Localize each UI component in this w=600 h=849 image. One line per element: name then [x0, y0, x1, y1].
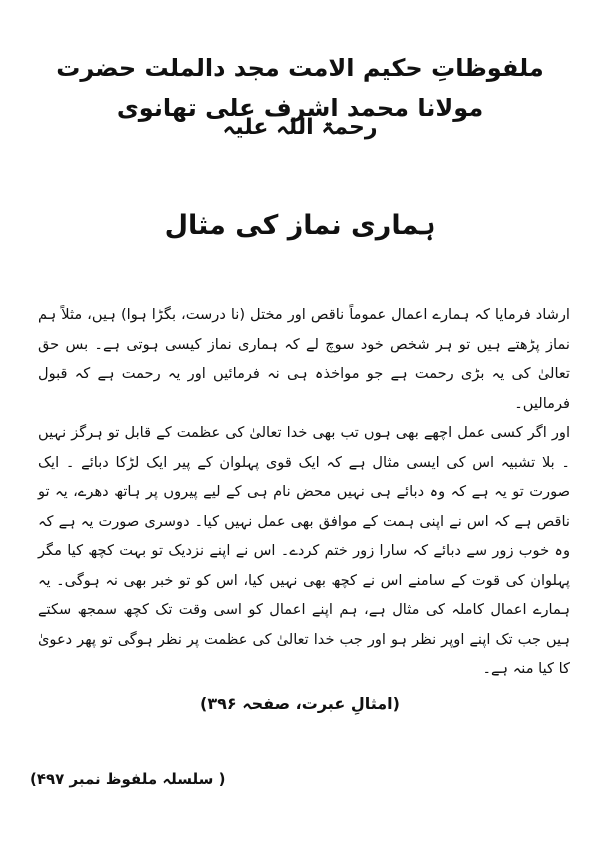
paragraph: اور اگر کسی عمل اچھے بھی ہوں تب بھی خدا تعالیٰ کی عظمت کے قابل تو ہرگز نہیں ۔ بلا تشبیہ اس کی ایسی مثال ہے کہ ایک قوی پہلوان کے پیر ایک لڑکا دبائے ۔ ایک صورت تو یہ ہے کہ وہ دبائے ہی نہیں محض نام ہی کے لیے پیروں پر ہاتھ دھرے، یہ تو ناقص ہے کہ اس نے اپنی ہمت کے موافق بھی عمل نہیں کیا۔ دوسری صورت یہ ہے کہ وہ خوب زور سے دبائے کہ سارا زور ختم کردے۔ اس نے اپنے نزدیک تو بہت کچھ کیا مگر پہلوان کی قوت کے سامنے اس نے کچھ بھی نہیں کیا، اس کو تو خبر بھی نہ ہوگی۔ یہ ہمارے اعمال کاملہ کی مثال ہے، ہم اپنے اعمال کو اسی وقت تک کچھ سمجھ سکتے ہیں جب تک اپنے اوپر نظر ہو اور جب خدا تعالیٰ کی عظمت پر نظر ہوگی تو پھر دعویٰ کا کیا منہ ہے۔: [38, 424, 570, 677]
body-text: [38, 300, 570, 684]
page-title: ملفوظاتِ حکیم الامت مجد دالملت حضرت مولانا محمد اشرف علی تھانوی: [56, 54, 544, 122]
source-reference: (امثالِ عبرت، صفحہ ۳۹۶): [200, 694, 400, 713]
page-subtitle: رحمۃ اللہ علیہ: [222, 115, 378, 140]
serial-number: ( سلسلہ ملفوظ نمبر ۴۹۷): [30, 770, 226, 788]
section-heading: ہماری نماز کی مثال: [164, 210, 436, 241]
paragraph: ارشاد فرمایا کہ ہمارے اعمال عموماً ناقص اور مختل (نا درست، بگڑا ہوا) ہیں، مثلاً ہم نماز پڑھتے ہیں تو ہر شخص خود سوچ لے کہ ہماری نماز کیسی ہوتی ہے۔ بس حق تعالیٰ کی یہ بڑی رحمت ہے جو مواخذہ ہی نہ فرمائیں اور یہ رحمت ہے کہ قبول فرمالیں۔: [38, 306, 570, 412]
